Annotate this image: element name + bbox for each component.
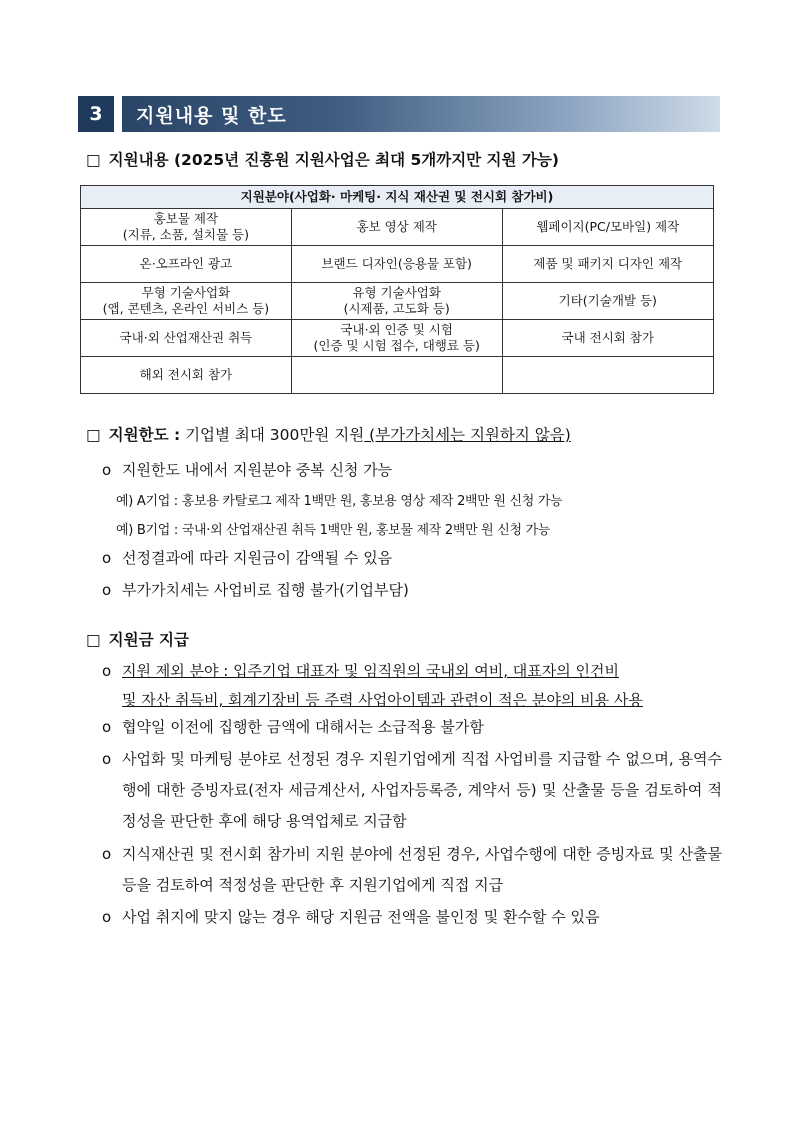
bullet-o-icon: o (102, 461, 112, 479)
excluded-line-2: 및 자산 취득비, 회계기장비 등 주력 사업아이템과 관련이 적은 분야의 비용 사용 (122, 691, 643, 709)
list-item-text: 사업 취지에 맞지 않는 경우 해당 지원금 전액을 불인정 및 환수할 수 있음 (122, 908, 600, 926)
payment-title: 지원금 지급 (108, 631, 189, 649)
table-header-cell: 지원분야(사업화· 마케팅· 지식 재산권 및 전시회 참가비) (81, 186, 714, 209)
list-item (102, 547, 392, 568)
support-limit-label: 지원한도 : (108, 426, 181, 444)
bullet-o-icon: o (102, 581, 112, 599)
support-limit-text: 기업별 최대 300만원 지원 (180, 426, 365, 444)
bullet-o-icon: o (102, 549, 112, 567)
table-cell (291, 357, 502, 394)
table-cell: 국내 전시회 참가 (502, 320, 713, 357)
table-header-row (81, 186, 714, 209)
table-row (81, 209, 714, 246)
list-item (102, 902, 722, 933)
section-header (78, 96, 720, 132)
support-limit-heading (86, 423, 571, 445)
table-body (81, 209, 714, 394)
section-number: 3 (78, 96, 114, 132)
list-item (102, 579, 409, 600)
section-title: 지원내용 및 한도 (122, 96, 720, 132)
checkbox-square-icon: □ (86, 151, 101, 169)
list-item-text: 부가가치세는 사업비로 집행 불가(기업부담) (122, 581, 409, 599)
list-item (102, 839, 722, 901)
list-item-text: 협약일 이전에 집행한 금액에 대해서는 소급적용 불가함 (122, 718, 484, 736)
table-cell: 무형 기술사업화 (앱, 콘텐츠, 온라인 서비스 등) (81, 283, 292, 320)
example-line: 예) B기업 : 국내·외 산업재산권 취득 1백만 원, 홍보물 제작 2백만 원 신청 가능 (116, 523, 551, 538)
list-item (102, 744, 722, 837)
table-cell: 해외 전시회 참가 (81, 357, 292, 394)
table-cell: 국내·외 산업재산권 취득 (81, 320, 292, 357)
support-content-heading (86, 148, 559, 170)
table-cell: 홍보 영상 제작 (291, 209, 502, 246)
table-row (81, 283, 714, 320)
table-cell (502, 357, 713, 394)
support-limit-note: (부가가치세는 지원하지 않음) (364, 426, 571, 444)
checkbox-square-icon: □ (86, 631, 101, 649)
list-item (102, 712, 722, 743)
support-area-table (80, 185, 714, 394)
list-item-excluded (102, 660, 619, 681)
table-cell: 브랜드 디자인(응용물 포함) (291, 246, 502, 283)
table-row (81, 320, 714, 357)
list-item-text: 선정결과에 따라 지원금이 감액될 수 있음 (122, 549, 393, 567)
table-row (81, 246, 714, 283)
excluded-continuation (122, 689, 643, 710)
table-cell: 웹페이지(PC/모바일) 제작 (502, 209, 713, 246)
list-item-text: 지식재산권 및 전시회 참가비 지원 분야에 선정된 경우, 사업수행에 대한 증빙자료 및 산출물 등을 검토하여 적정성을 판단한 후 지원기업에게 직접 지급 (122, 845, 722, 894)
table-cell: 기타(기술개발 등) (502, 283, 713, 320)
example-line: 예) A기업 : 홍보용 카탈로그 제작 1백만 원, 홍보용 영상 제작 2백만 원 신청 가능 (116, 494, 563, 509)
table-cell: 유형 기술사업화 (시제품, 고도화 등) (291, 283, 502, 320)
table-cell: 홍보물 제작 (지류, 소품, 설치물 등) (81, 209, 292, 246)
list-item (102, 459, 392, 480)
bullet-o-icon: o (102, 718, 112, 736)
table-cell: 온·오프라인 광고 (81, 246, 292, 283)
bullet-o-icon: o (102, 845, 112, 863)
table-cell: 제품 및 패키지 디자인 제작 (502, 246, 713, 283)
checkbox-square-icon: □ (86, 426, 101, 444)
bullet-o-icon: o (102, 662, 112, 680)
table-cell: 국내·외 인증 및 시험 (인증 및 시험 접수, 대행료 등) (291, 320, 502, 357)
table-row (81, 357, 714, 394)
excluded-line-1: 지원 제외 분야 : 입주기업 대표자 및 임직원의 국내외 여비, 대표자의 인건비 (122, 662, 619, 680)
bullet-o-icon: o (102, 908, 112, 926)
bullet-o-icon: o (102, 750, 112, 768)
list-item-text: 사업화 및 마케팅 분야로 선정된 경우 지원기업에게 직접 사업비를 지급할 수 없으며, 용역수행에 대한 증빙자료(전자 세금계산서, 사업자등록증, 계약서 등) 및 산출물 등을 검토하여 적정성을 판단한 후에 해당 용역업체로 지급함 (122, 750, 722, 830)
list-item-text: 지원한도 내에서 지원분야 중복 신청 가능 (122, 461, 393, 479)
payment-heading (86, 628, 189, 650)
support-content-title: 지원내용 (2025년 진흥원 지원사업은 최대 5개까지만 지원 가능) (108, 151, 559, 169)
